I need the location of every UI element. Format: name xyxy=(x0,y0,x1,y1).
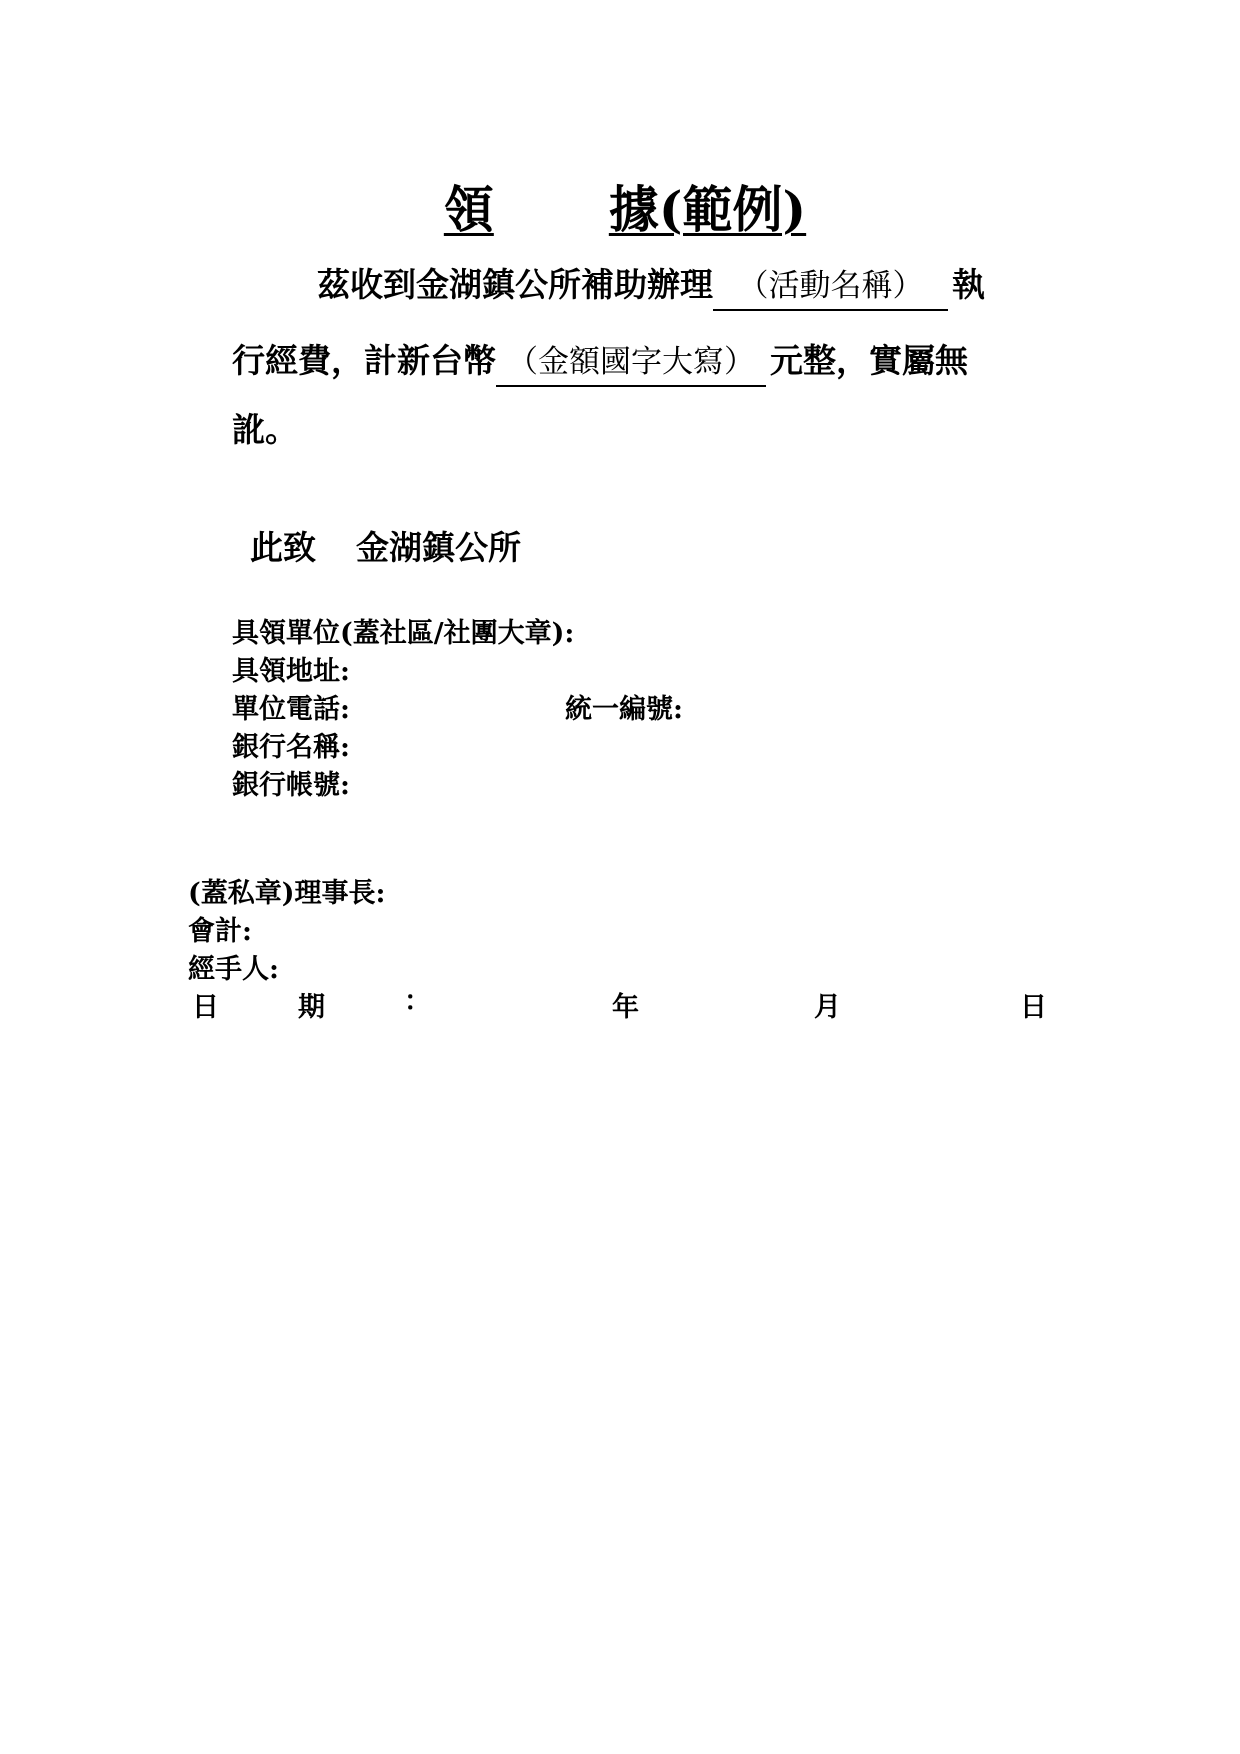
amount-placeholder: （金額國字大寫） xyxy=(507,344,755,380)
sign-chairman: (蓋私章)理事長: xyxy=(188,878,386,909)
field-bank-name: 銀行名稱: xyxy=(232,732,350,763)
sign-accountant: 會計: xyxy=(188,916,252,947)
date-year: 年 xyxy=(612,992,639,1023)
field-address: 具領地址: xyxy=(232,656,350,687)
amount-blank[interactable] xyxy=(496,338,766,387)
title-char-right: 據(範例) xyxy=(608,180,807,239)
field-phone: 單位電話: xyxy=(232,694,350,725)
activity-name-blank[interactable] xyxy=(713,262,948,311)
field-tax-id: 統一編號: xyxy=(565,694,683,725)
body-line-2-text: 行經費，計新台幣 xyxy=(232,341,496,380)
date-colon: ： xyxy=(404,986,431,1017)
body-line-1-text: 茲收到金湖鎮公所補助辦理 xyxy=(317,265,713,304)
body-line-2 xyxy=(232,338,968,387)
date-label-period-char: 期 xyxy=(298,992,325,1023)
date-day: 日 xyxy=(1020,992,1047,1023)
body-line-1-end: 執 xyxy=(952,265,985,304)
body-line-3-text: 訛。 xyxy=(232,410,298,449)
field-bank-account: 銀行帳號: xyxy=(232,770,350,801)
field-unit: 具領單位(蓋社區/社團大章): xyxy=(232,618,575,649)
body-line-3 xyxy=(232,407,298,453)
body-line-1 xyxy=(317,262,985,311)
document-title xyxy=(0,175,1240,245)
date-label-day-char: 日 xyxy=(192,992,219,1023)
sign-handler: 經手人: xyxy=(188,954,279,985)
greeting-recipient: 金湖鎮公所 xyxy=(356,528,521,567)
greeting-prefix: 此致 xyxy=(250,528,316,567)
date-month: 月 xyxy=(814,992,841,1023)
title-char-left: 領 xyxy=(443,180,494,239)
body-line-2-end: 元整，實屬無 xyxy=(770,341,968,380)
activity-name-placeholder: （活動名稱） xyxy=(737,268,924,304)
greeting xyxy=(250,522,521,569)
title-gap xyxy=(494,175,609,245)
